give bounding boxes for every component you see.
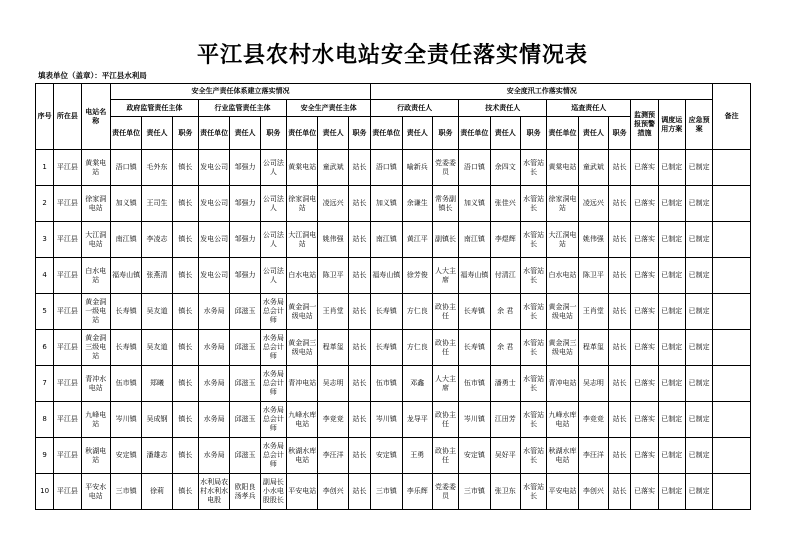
table-cell: 邹强力 <box>230 222 260 258</box>
table-cell: 已制定 <box>685 474 712 510</box>
table-cell: 吴好平 <box>490 438 520 474</box>
table-cell: 徐莉 <box>142 474 172 510</box>
table-cell: 童武斌 <box>318 150 348 186</box>
header-safety-main: 安全生产责任主体 <box>287 100 371 117</box>
table-cell <box>713 474 751 510</box>
table-cell: 已制定 <box>685 222 712 258</box>
subheader-person: 责任人 <box>578 117 608 150</box>
table-cell: 陈卫平 <box>578 258 608 294</box>
table-row <box>36 330 751 366</box>
table-cell: 程革玺 <box>318 330 348 366</box>
page-title: 平江县农村水电站安全责任落实情况表 <box>196 42 588 68</box>
table-cell: 人大主席 <box>432 366 458 402</box>
table-cell: 姚伟强 <box>318 222 348 258</box>
table-cell: 2 <box>36 186 54 222</box>
fill-unit-label: 填表单位（盖章）：平江县水利局 <box>38 71 147 80</box>
table-cell: 平江县 <box>54 366 81 402</box>
table-cell: 张卫东 <box>490 474 520 510</box>
table-cell: 浯口镇 <box>371 150 402 186</box>
table-cell: 白水电站 <box>287 258 318 294</box>
table-cell: 九峰水库电站 <box>287 402 318 438</box>
table-cell: 邹强力 <box>230 186 260 222</box>
table-cell: 已制定 <box>658 186 685 222</box>
table-cell: 加义镇 <box>371 186 402 222</box>
table-cell: 政协主任 <box>432 294 458 330</box>
subheader-unit: 责任单位 <box>547 117 578 150</box>
table-row <box>36 402 751 438</box>
table-cell: 水务局 <box>198 402 229 438</box>
header-industry-supervision: 行业监管责任主体 <box>198 100 286 117</box>
table-cell: 凌远兴 <box>318 186 348 222</box>
table-cell: 吴友道 <box>142 294 172 330</box>
table-cell: 大江洞电站 <box>287 222 318 258</box>
table-cell: 平安电站 <box>547 474 578 510</box>
table-cell: 水务局总会计师 <box>260 294 286 330</box>
table-cell: 水管站长 <box>520 294 546 330</box>
table-cell: 发电公司 <box>198 150 229 186</box>
table-cell: 站长 <box>348 222 370 258</box>
table-cell: 站长 <box>609 366 631 402</box>
table-cell <box>713 150 751 186</box>
subheader-person: 责任人 <box>230 117 260 150</box>
table-cell: 邱滋玉 <box>230 330 260 366</box>
subheader-person: 责任人 <box>402 117 432 150</box>
table-cell: 水管站长 <box>520 438 546 474</box>
table-cell: 副局长小水电股股长 <box>260 474 286 510</box>
table-row <box>36 186 751 222</box>
table-cell: 已制定 <box>685 186 712 222</box>
table-cell: 黄金洞三级电站 <box>287 330 318 366</box>
table-cell: 已制定 <box>685 402 712 438</box>
table-cell: 青冲电站 <box>547 366 578 402</box>
table-cell: 公司法人 <box>260 186 286 222</box>
table-cell: 欧阳良汤孝兵 <box>230 474 260 510</box>
table-cell: 李汪洋 <box>318 438 348 474</box>
table-cell: 平江县 <box>54 294 81 330</box>
table-cell: 站长 <box>609 186 631 222</box>
table-cell: 三市镇 <box>371 474 402 510</box>
table-cell: 镇长 <box>172 474 198 510</box>
table-cell: 党委委员 <box>432 150 458 186</box>
table-cell: 南江镇 <box>459 222 490 258</box>
subheader-position: 职务 <box>348 117 370 150</box>
subheader-person: 责任人 <box>318 117 348 150</box>
table-cell: 平江县 <box>54 186 81 222</box>
header-tech-person: 技术责任人 <box>459 100 547 117</box>
table-cell: 岑川镇 <box>459 402 490 438</box>
table-cell: 7 <box>36 366 54 402</box>
table-cell: 站长 <box>609 222 631 258</box>
table-cell: 水务局总会计师 <box>260 402 286 438</box>
table-cell: 浯口镇 <box>459 150 490 186</box>
subheader-position: 职务 <box>520 117 546 150</box>
table-cell: 已制定 <box>685 366 712 402</box>
table-cell: 李竞竞 <box>578 402 608 438</box>
table-row <box>36 258 751 294</box>
table-cell: 白水电站 <box>81 258 110 294</box>
responsibility-table <box>35 83 751 510</box>
table-cell: 已制定 <box>658 330 685 366</box>
header-seq: 序号 <box>36 84 54 150</box>
table-cell: 平江县 <box>54 330 81 366</box>
table-cell: 公司法人 <box>260 222 286 258</box>
table-cell: 张燕清 <box>142 258 172 294</box>
table-cell: 李创兴 <box>578 474 608 510</box>
table-cell: 已落实 <box>631 366 658 402</box>
table-cell: 已制定 <box>685 330 712 366</box>
table-cell: 平江县 <box>54 222 81 258</box>
table-cell: 青冲水电站 <box>81 366 110 402</box>
table-cell <box>713 366 751 402</box>
table-cell: 吴志明 <box>578 366 608 402</box>
table-cell: 5 <box>36 294 54 330</box>
table-cell: 公司法人 <box>260 150 286 186</box>
table-cell: 长寿镇 <box>110 294 141 330</box>
table-cell: 水利局农村水利水电股 <box>198 474 229 510</box>
table-cell: 人大主席 <box>432 258 458 294</box>
table-cell: 已落实 <box>631 294 658 330</box>
table-cell: 已制定 <box>658 474 685 510</box>
table-cell: 李创兴 <box>318 474 348 510</box>
table-cell: 王勇 <box>402 438 432 474</box>
table-cell: 三市镇 <box>110 474 141 510</box>
table-cell: 站长 <box>348 330 370 366</box>
table-cell: 站长 <box>348 474 370 510</box>
table-cell: 已落实 <box>631 258 658 294</box>
table-cell: 毛外东 <box>142 150 172 186</box>
table-cell: 水务局总会计师 <box>260 366 286 402</box>
table-cell: 姚伟强 <box>578 222 608 258</box>
header-emergency: 应急预案 <box>685 100 712 150</box>
table-cell: 九峰水库电站 <box>547 402 578 438</box>
subheader-position: 职务 <box>260 117 286 150</box>
table-cell: 邱滋玉 <box>230 366 260 402</box>
table-cell: 余 君 <box>490 330 520 366</box>
table-cell: 大江洞电站 <box>81 222 110 258</box>
table-cell: 潘雄志 <box>142 438 172 474</box>
table-cell: 镇长 <box>172 402 198 438</box>
table-cell: 已落实 <box>631 330 658 366</box>
table-cell: 徐家洞电站 <box>287 186 318 222</box>
table-cell: 徐芳俊 <box>402 258 432 294</box>
table-cell: 水管站长 <box>520 402 546 438</box>
table-cell: 李煜辉 <box>490 222 520 258</box>
table-cell: 镇长 <box>172 150 198 186</box>
table-cell: 吴志明 <box>318 366 348 402</box>
table-cell: 平江县 <box>54 150 81 186</box>
table-cell: 已制定 <box>658 402 685 438</box>
table-cell: 公司法人 <box>260 258 286 294</box>
table-cell: 秋湖水库电站 <box>547 438 578 474</box>
table-cell: 方仁良 <box>402 330 432 366</box>
table-cell: 站长 <box>609 438 631 474</box>
table-cell: 水管站长 <box>520 186 546 222</box>
table-cell: 白水电站 <box>547 258 578 294</box>
table-cell: 平安水电站 <box>81 474 110 510</box>
table-cell: 已制定 <box>685 438 712 474</box>
table-cell <box>713 294 751 330</box>
subheader-person: 责任人 <box>490 117 520 150</box>
table-cell: 站长 <box>609 294 631 330</box>
subheader-position: 职务 <box>609 117 631 150</box>
header-group-safety-production: 安全生产责任体系建立落实情况 <box>110 84 370 100</box>
table-cell: 已落实 <box>631 186 658 222</box>
table-cell: 水务局总会计师 <box>260 330 286 366</box>
table-row <box>36 366 751 402</box>
table-cell: 江田芳 <box>490 402 520 438</box>
table-cell: 9 <box>36 438 54 474</box>
table-cell: 大江洞电站 <box>547 222 578 258</box>
subheader-unit: 责任单位 <box>371 117 402 150</box>
table-cell: 王肖堂 <box>578 294 608 330</box>
table-cell: 福寿山镇 <box>110 258 141 294</box>
table-row <box>36 438 751 474</box>
table-cell: 邱滋玉 <box>230 294 260 330</box>
table-cell: 10 <box>36 474 54 510</box>
table-cell: 平江县 <box>54 438 81 474</box>
table-cell: 伍市镇 <box>459 366 490 402</box>
table-cell: 徐家洞电站 <box>547 186 578 222</box>
table-cell: 发电公司 <box>198 258 229 294</box>
table-cell: 三市镇 <box>459 474 490 510</box>
table-cell: 岑川镇 <box>371 402 402 438</box>
table-cell: 加义镇 <box>110 186 141 222</box>
table-cell: 李竞竞 <box>318 402 348 438</box>
table-cell: 秋湖电站 <box>81 438 110 474</box>
subheader-position: 职务 <box>172 117 198 150</box>
header-monitor: 监测预报预警措施 <box>631 100 658 150</box>
table-cell: 黄金洞一级电站 <box>81 294 110 330</box>
table-cell: 水务局总会计师 <box>260 438 286 474</box>
table-cell: 平江县 <box>54 258 81 294</box>
table-cell: 政协主任 <box>432 330 458 366</box>
table-cell: 黄金洞一级电站 <box>287 294 318 330</box>
table-cell: 黄江平 <box>402 222 432 258</box>
table-cell: 福寿山镇 <box>371 258 402 294</box>
table-cell: 已制定 <box>658 438 685 474</box>
table-cell: 镇长 <box>172 258 198 294</box>
table-cell: 镇长 <box>172 186 198 222</box>
table-cell: 黄金洞一级电站 <box>547 294 578 330</box>
table-cell: 水管站长 <box>520 150 546 186</box>
table-cell: 8 <box>36 402 54 438</box>
table-cell: 站长 <box>348 150 370 186</box>
table-cell: 潘勇士 <box>490 366 520 402</box>
table-cell: 程革玺 <box>578 330 608 366</box>
subheader-unit: 责任单位 <box>198 117 229 150</box>
header-remark: 备注 <box>713 84 751 150</box>
table-cell: 吴友道 <box>142 330 172 366</box>
table-cell: 长寿镇 <box>459 330 490 366</box>
subheader-position: 职务 <box>432 117 458 150</box>
table-cell: 站长 <box>348 186 370 222</box>
table-cell: 已制定 <box>658 222 685 258</box>
table-cell: 站长 <box>609 258 631 294</box>
table-cell: 南江镇 <box>371 222 402 258</box>
subheader-unit: 责任单位 <box>459 117 490 150</box>
table-cell: 王司生 <box>142 186 172 222</box>
table-cell: 吴成钢 <box>142 402 172 438</box>
table-cell: 水务局 <box>198 366 229 402</box>
table-cell: 站长 <box>609 474 631 510</box>
table-cell <box>713 258 751 294</box>
table-cell: 已落实 <box>631 474 658 510</box>
table-cell: 3 <box>36 222 54 258</box>
table-cell: 余谦生 <box>402 186 432 222</box>
table-cell: 黄金洞三级电站 <box>547 330 578 366</box>
table-cell: 伍市镇 <box>110 366 141 402</box>
table-row <box>36 150 751 186</box>
table-cell: 镇长 <box>172 438 198 474</box>
table-cell: 站长 <box>609 330 631 366</box>
table-cell: 平江县 <box>54 402 81 438</box>
table-cell: 付清江 <box>490 258 520 294</box>
table-cell: 南江镇 <box>110 222 141 258</box>
table-cell: 平江县 <box>54 474 81 510</box>
table-cell: 张佳兴 <box>490 186 520 222</box>
table-cell: 邹强力 <box>230 150 260 186</box>
table-cell: 已落实 <box>631 150 658 186</box>
table-cell: 发电公司 <box>198 222 229 258</box>
table-cell: 余四文 <box>490 150 520 186</box>
table-cell: 长寿镇 <box>371 330 402 366</box>
table-cell: 已落实 <box>631 222 658 258</box>
subheader-unit: 责任单位 <box>110 117 141 150</box>
header-gov-supervision: 政府监管责任主体 <box>110 100 198 117</box>
table-cell: 站长 <box>609 402 631 438</box>
table-row <box>36 474 751 510</box>
table-cell: 秋湖水库电站 <box>287 438 318 474</box>
table-cell: 镇长 <box>172 294 198 330</box>
header-admin-person: 行政责任人 <box>371 100 459 117</box>
table-cell: 4 <box>36 258 54 294</box>
table-cell: 水务局 <box>198 330 229 366</box>
table-cell: 岑川镇 <box>110 402 141 438</box>
table-cell: 政协主任 <box>432 438 458 474</box>
table-cell: 陈卫平 <box>318 258 348 294</box>
table-cell: 黄棠电站 <box>287 150 318 186</box>
table-cell: 童武斌 <box>578 150 608 186</box>
table-cell: 水务局 <box>198 294 229 330</box>
table-cell: 平安电站 <box>287 474 318 510</box>
table-row <box>36 294 751 330</box>
table-cell: 李汪洋 <box>578 438 608 474</box>
table-cell: 黄棠电站 <box>547 150 578 186</box>
table-cell: 1 <box>36 150 54 186</box>
table-cell: 凌远兴 <box>578 186 608 222</box>
table-cell: 黄金洞三级电站 <box>81 330 110 366</box>
header-dispatch: 调度运用方案 <box>658 100 685 150</box>
table-cell: 长寿镇 <box>371 294 402 330</box>
table-cell: 长寿镇 <box>459 294 490 330</box>
table-cell: 党委委员 <box>432 474 458 510</box>
table-cell: 喻新兵 <box>402 150 432 186</box>
header-station: 电站名称 <box>81 84 110 150</box>
table-cell: 已制定 <box>685 258 712 294</box>
table-cell: 徐家洞电站 <box>81 186 110 222</box>
header-patrol-person: 巡查责任人 <box>547 100 631 117</box>
header-county: 所在县 <box>54 84 81 150</box>
table-cell: 水管站长 <box>520 366 546 402</box>
table-cell: 水管站长 <box>520 474 546 510</box>
table-cell: 站长 <box>348 438 370 474</box>
table-cell: 站长 <box>609 150 631 186</box>
table-cell: 邱滋玉 <box>230 402 260 438</box>
table-cell: 安定镇 <box>459 438 490 474</box>
table-cell: 站长 <box>348 294 370 330</box>
table-cell: 加义镇 <box>459 186 490 222</box>
table-cell: 镇长 <box>172 366 198 402</box>
table-cell: 镇长 <box>172 222 198 258</box>
table-cell: 龙导平 <box>402 402 432 438</box>
table-cell: 副镇长 <box>432 222 458 258</box>
table-cell: 常务副镇长 <box>432 186 458 222</box>
table-cell <box>713 186 751 222</box>
table-row <box>36 222 751 258</box>
table-body <box>36 150 751 510</box>
table-cell <box>713 330 751 366</box>
table-cell <box>713 222 751 258</box>
subheader-person: 责任人 <box>142 117 172 150</box>
subheader-unit: 责任单位 <box>287 117 318 150</box>
table-cell: 站长 <box>348 402 370 438</box>
table-cell: 水管站长 <box>520 222 546 258</box>
table-cell: 已制定 <box>658 258 685 294</box>
table-cell: 方仁良 <box>402 294 432 330</box>
table-cell: 安定镇 <box>371 438 402 474</box>
table-cell: 余 君 <box>490 294 520 330</box>
table-cell <box>713 438 751 474</box>
header-group-flood-safety: 安全度汛工作落实情况 <box>371 84 713 100</box>
table-cell: 王肖堂 <box>318 294 348 330</box>
table-cell: 浯口镇 <box>110 150 141 186</box>
table-cell: 李凌志 <box>142 222 172 258</box>
table-cell: 长寿镇 <box>110 330 141 366</box>
table-cell: 已落实 <box>631 402 658 438</box>
table-cell: 李乐辉 <box>402 474 432 510</box>
table-cell: 水管站长 <box>520 330 546 366</box>
table-cell <box>713 402 751 438</box>
table-cell: 站长 <box>348 258 370 294</box>
table-cell: 已制定 <box>685 294 712 330</box>
table-cell: 黄棠电站 <box>81 150 110 186</box>
table-cell: 已制定 <box>685 150 712 186</box>
table-cell: 已制定 <box>658 150 685 186</box>
table-cell: 6 <box>36 330 54 366</box>
table-cell: 青冲电站 <box>287 366 318 402</box>
table-cell: 水管站长 <box>520 258 546 294</box>
table-cell: 已落实 <box>631 438 658 474</box>
table-cell: 伍市镇 <box>371 366 402 402</box>
table-cell: 邓鑫 <box>402 366 432 402</box>
table-cell: 邱滋玉 <box>230 438 260 474</box>
table-cell: 已制定 <box>658 294 685 330</box>
table-cell: 邹强力 <box>230 258 260 294</box>
table-cell: 福寿山镇 <box>459 258 490 294</box>
table-cell: 站长 <box>348 366 370 402</box>
table-cell: 郑曦 <box>142 366 172 402</box>
table-cell: 安定镇 <box>110 438 141 474</box>
table-cell: 九峰电站 <box>81 402 110 438</box>
table-cell: 发电公司 <box>198 186 229 222</box>
table-cell: 镇长 <box>172 330 198 366</box>
table-cell: 政协主任 <box>432 402 458 438</box>
table-cell: 水务局 <box>198 438 229 474</box>
table-cell: 已制定 <box>658 366 685 402</box>
